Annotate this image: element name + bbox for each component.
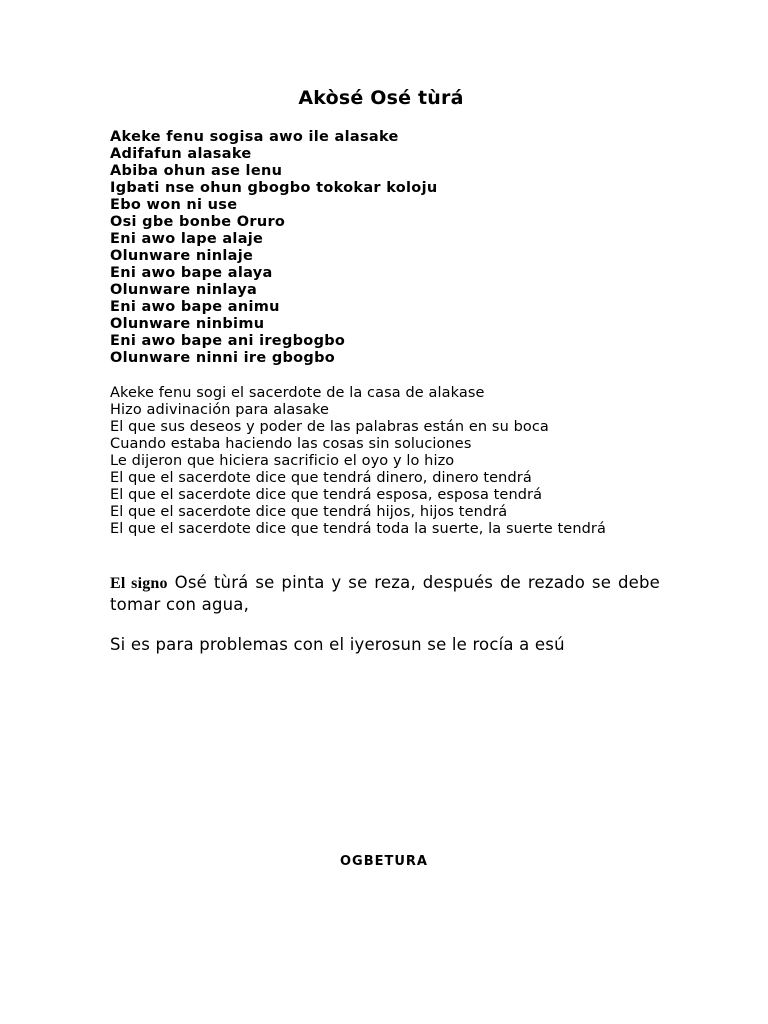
verse-line: Osi gbe bonbe Oruro (110, 214, 286, 230)
instruction-text: Osé tùrá se pinta y se reza, después de rezado se debe tomar con agua, (110, 572, 660, 614)
yoruba-verses (110, 129, 437, 367)
translation-line: El que el sacerdote dice que tendrá esposa, esposa tendrá (110, 487, 543, 503)
instruction-paragraph (110, 572, 660, 615)
verse-line: Eni awo bape alaya (110, 265, 273, 281)
verse-line: Adifafun alasake (110, 146, 252, 162)
verse-line: Igbati nse ohun gbogbo tokokar koloju (110, 180, 438, 196)
translation-line: Hizo adivinación para alasake (110, 402, 329, 418)
footer-sign-name: OGBETURA (339, 854, 428, 869)
translation-line: El que el sacerdote dice que tendrá dinero, dinero tendrá (110, 470, 532, 486)
note-paragraph: Si es para problemas con el iyerosun se le rocía a esú (110, 634, 565, 654)
instruction-lead: El signo (110, 574, 168, 592)
verse-line: Olunware ninni ire gbogbo (110, 350, 336, 366)
verse-line: Akeke fenu sogisa awo ile alasake (110, 129, 399, 145)
document-title: Akòsé Osé tùrá (298, 87, 464, 109)
verse-line: Eni awo lape alaje (110, 231, 264, 247)
verse-line: Ebo won ni use (110, 197, 238, 213)
translation-line: Le dijeron que hiciera sacrificio el oyo y lo hizo (110, 453, 455, 469)
translation-line: El que el sacerdote dice que tendrá toda la suerte, la suerte tendrá (110, 521, 606, 537)
verse-line: Olunware ninlaje (110, 248, 254, 264)
spanish-translation (110, 385, 606, 538)
verse-line: Abiba ohun ase lenu (110, 163, 283, 179)
verse-line: Eni awo bape animu (110, 299, 280, 315)
verse-line: Olunware ninlaya (110, 282, 258, 298)
translation-line: Akeke fenu sogi el sacerdote de la casa de alakase (110, 385, 485, 401)
translation-line: Cuando estaba haciendo las cosas sin soluciones (110, 436, 472, 452)
verse-line: Eni awo bape ani iregbogbo (110, 333, 346, 349)
verse-line: Olunware ninbimu (110, 316, 265, 332)
translation-line: El que el sacerdote dice que tendrá hijos, hijos tendrá (110, 504, 508, 520)
translation-line: El que sus deseos y poder de las palabras están en su boca (110, 419, 549, 435)
